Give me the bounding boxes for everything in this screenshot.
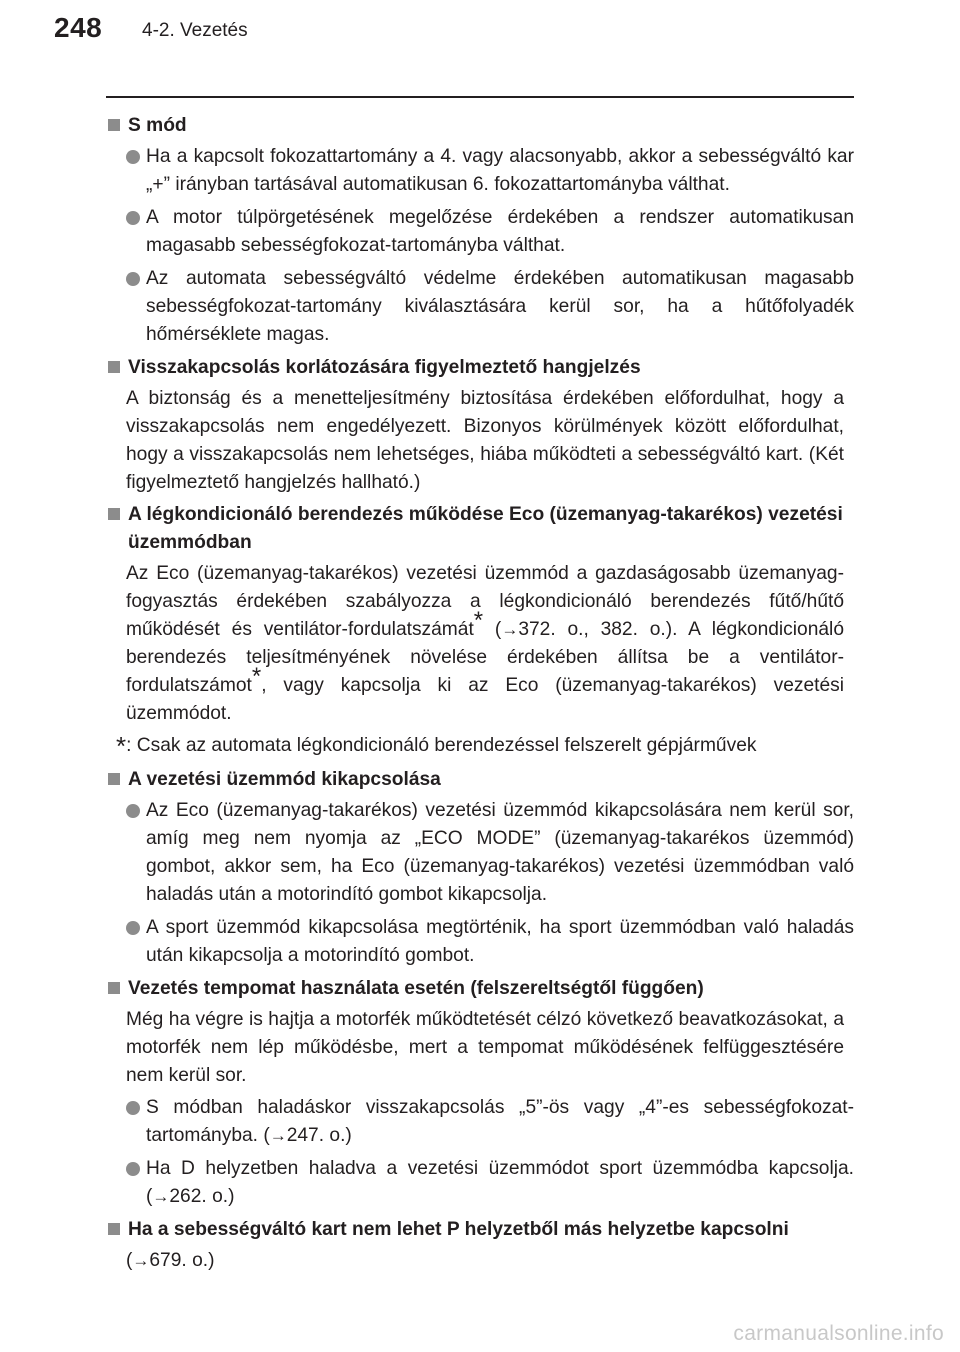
square-bullet-icon <box>108 982 120 994</box>
bullet-item <box>106 143 854 199</box>
watermark: carmanualsonline.info <box>733 1322 944 1345</box>
paragraph <box>106 1247 844 1275</box>
section-title-text: A légkondicionáló berendezés működése Eco (üzemanyag-takarékos) vezetési üzemmódban <box>128 504 843 553</box>
chapter-title: 4-2. Vezetés <box>142 20 248 41</box>
section-title-mode-off <box>106 766 854 794</box>
header-divider <box>106 96 854 98</box>
footnote-text: : Csak az automata légkondicionáló berendezéssel felszerelt gépjárművek <box>126 735 757 756</box>
page-content <box>106 108 854 1279</box>
bullet-item <box>106 1155 854 1211</box>
square-bullet-icon <box>108 508 120 520</box>
reference-arrow-icon: → <box>501 620 519 639</box>
reference-arrow-icon: → <box>269 1126 287 1145</box>
round-bullet-icon <box>126 211 140 225</box>
section-title-text: Ha a sebességváltó kart nem lehet P helyzetből más helyzetbe kapcsolni <box>128 1219 789 1240</box>
page-reference: 247. o.) <box>286 1125 352 1146</box>
section-title-park <box>106 1216 854 1244</box>
section-title-downshift <box>106 354 854 382</box>
square-bullet-icon <box>108 119 120 131</box>
section-title-text: S mód <box>128 115 187 136</box>
paragraph: Az Eco (üzemanyag-takarékos) vezetési üzemmód a gazdaságosabb üzemanyag-fogyasztás érdekében szabályozza a légkondicionáló berendezés fűtő/hűtő működését és ventilátor-fordulatszámát* (→372. o., 382. o.). A légkondicionáló berendezés teljesítményének növelése érdekében állítsa be a ventilátor-fordulatszámot*, vagy kapcsolja ki az Eco (üzemanyag-takarékos) vezetési üzemmódot. <box>126 563 844 724</box>
reference-arrow-icon: → <box>132 1251 150 1270</box>
section-title-text: Vezetés tempomat használata esetén (felszereltségtől függően) <box>128 978 704 999</box>
bullet-text: Az Eco (üzemanyag-takarékos) vezetési üzemmód kikapcsolására nem kerül sor, amíg meg nem nyomja az „ECO MODE” (üzemanyag-takarékos üzemmód) gombot, akkor sem, ha Eco (üzemanyag-takarékos) vezetési üzemmódban való haladás után a motorindító gombot kikapcsolja. <box>146 800 854 905</box>
paragraph-text: , vagy kapcsolja ki az Eco (üzemanyag-takarékos) vezetési üzemmódot. <box>126 675 844 724</box>
bullet-item <box>106 1094 854 1150</box>
paren-open: ( <box>126 1250 133 1271</box>
section-title-text: A vezetési üzemmód kikapcsolása <box>128 769 441 790</box>
bullet-text: Az automata sebességváltó védelme érdekében automatikusan magasabb sebességfokozat-tartomány kiválasztására kerül sor, ha a hűtőfolyadék hőmérséklete magas. <box>146 268 854 345</box>
bullet-text: S módban haladáskor visszakapcsolás „5”-ös vagy „4”-es sebességfokozat-tartományba. ( <box>146 1097 854 1146</box>
section-title-text: Visszakapcsolás korlátozására figyelmeztető hangjelzés <box>128 357 641 378</box>
section-title-cruise <box>106 975 854 1003</box>
bullet-item <box>106 265 854 349</box>
round-bullet-icon <box>126 1101 140 1115</box>
square-bullet-icon <box>108 773 120 785</box>
footnote-star: * <box>473 607 484 634</box>
paragraph-text: Az Eco (üzemanyag-takarékos) vezetési üzemmód a gazdaságosabb üzemanyag-fogyasztás érdekében szabályozza a légkondicionáló berendezés fűtő/hűtő működését és ventilátor-fordulatszámát <box>126 563 844 640</box>
round-bullet-icon <box>126 921 140 935</box>
footnote-star: * <box>251 663 262 690</box>
page-reference: 679. o.) <box>149 1250 215 1271</box>
square-bullet-icon <box>108 1223 120 1235</box>
paragraph-text: 372. o., 382. o.). A légkondicionáló berendezés teljesítményének növelése érdekében állítsa be a ventilátor-fordulatszámot <box>126 619 844 696</box>
section-title-s-mode <box>106 112 854 140</box>
bullet-text: A motor túlpörgetésének megelőzése érdekében a rendszer automatikusan magasabb sebességfokozat-tartományba válthat. <box>146 207 854 256</box>
page-reference: 262. o.) <box>169 1186 235 1207</box>
bullet-item <box>106 204 854 260</box>
page-number: 248 <box>54 12 103 43</box>
round-bullet-icon <box>126 1162 140 1176</box>
paragraph: A biztonság és a menetteljesítmény biztosítása érdekében előfordulhat, hogy a visszakapcsolás nem engedélyezett. Bizonyos körülmények között előfordulhat, hogy a visszakapcsolás nem lehetséges, hiába működteti a sebességváltó kart. (Két figyelmeztető hangjelzés hallható.) <box>126 388 844 493</box>
round-bullet-icon <box>126 150 140 164</box>
bullet-item <box>106 797 854 909</box>
footnote <box>106 732 854 760</box>
section-title-eco-ac <box>106 501 854 557</box>
bullet-text: Ha D helyzetben haladva a vezetési üzemmódot sport üzemmódba kapcsolja. ( <box>146 1158 854 1207</box>
bullet-text: A sport üzemmód kikapcsolása megtörténik, ha sport üzemmódban való haladás után kikapcsolja a motorindító gombot. <box>146 917 854 966</box>
bullet-item <box>106 914 854 970</box>
square-bullet-icon <box>108 361 120 373</box>
paragraph: Még ha végre is hajtja a motorfék működtetését célzó következő beavatkozásokat, a motorfék nem lép működésbe, mert a tempomat működésének felfüggesztésére nem kerül sor. <box>126 1009 844 1086</box>
round-bullet-icon <box>126 804 140 818</box>
footnote-star: * <box>116 731 127 761</box>
reference-arrow-icon: → <box>152 1187 170 1206</box>
bullet-text: Ha a kapcsolt fokozattartomány a 4. vagy alacsonyabb, akkor a sebességváltó kar „+” irányban tartásával automatikusan 6. fokozattartományba válthat. <box>146 146 854 195</box>
round-bullet-icon <box>126 272 140 286</box>
